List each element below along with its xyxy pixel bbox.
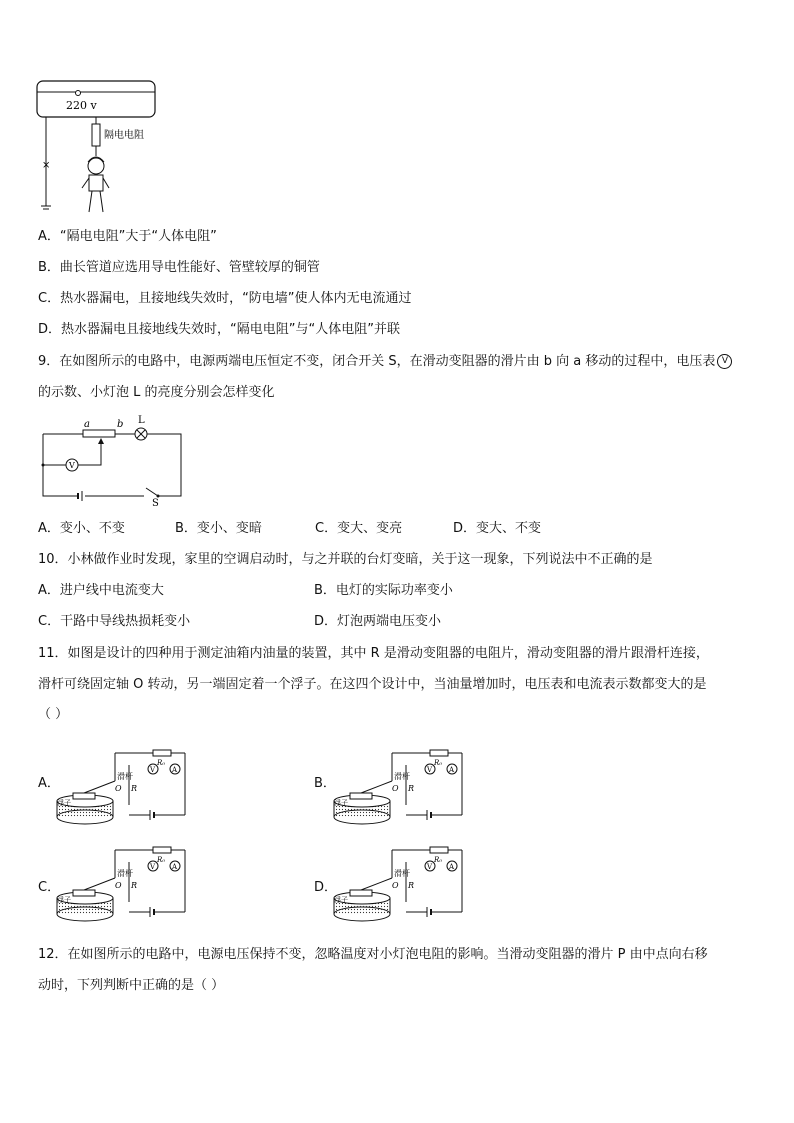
q9-option-c: C．变大、变亮 <box>315 521 403 536</box>
q10-option-b: B．电灯的实际功率变小 <box>314 583 453 598</box>
svg-text:O: O <box>115 881 122 890</box>
q11-stem-line2: 滑杆可绕固定轴 O 转动，另一端固定着一个浮子。在这四个设计中，当油量增加时，电压表和电流表示数都变大的是 <box>38 677 707 692</box>
svg-text:滑杆: 滑杆 <box>117 869 133 878</box>
q8-option-d: D．热水器漏电且接地线失效时，“隔电电阻”与“人体电阻”并联 <box>38 322 400 337</box>
svg-text:浮子: 浮子 <box>57 799 71 807</box>
svg-text:V: V <box>427 766 433 774</box>
voltage-label: 220 v <box>66 99 97 112</box>
q9-stem-line1 <box>38 353 732 371</box>
svg-text:R: R <box>131 881 138 890</box>
svg-text:浮子: 浮子 <box>334 799 348 807</box>
svg-text:A: A <box>449 863 455 871</box>
q10-option-a: A．进户线中电流变大 <box>38 583 164 598</box>
q11-figure-d <box>332 842 472 932</box>
resistor-label: 隔电电阻 <box>104 130 144 141</box>
terminal-a-label: a <box>84 419 90 430</box>
svg-text:R₀: R₀ <box>157 856 166 864</box>
q10-option-d: D．灯泡两端电压变小 <box>314 614 442 629</box>
q12-stem-line1: 12．在如图所示的电路中，电源电压保持不变，忽略温度对小灯泡电阻的影响。当滑动变阻器的滑片 P 由中点向右移 <box>38 947 708 962</box>
terminal-b-label: b <box>117 419 124 430</box>
q11-figure-b <box>332 745 472 835</box>
svg-text:O: O <box>392 881 399 890</box>
svg-text:A: A <box>172 863 178 871</box>
svg-text:滑杆: 滑杆 <box>394 869 410 878</box>
voltmeter-symbol: V <box>717 354 732 369</box>
q9-stem-line2: 的示数、小灯泡 L 的亮度分别会怎样变化 <box>38 385 275 400</box>
svg-text:O: O <box>115 784 122 793</box>
svg-text:R: R <box>408 881 415 890</box>
q10-options-row2 <box>38 613 441 631</box>
voltmeter-label: V <box>69 461 75 470</box>
svg-text:R₀: R₀ <box>434 759 443 767</box>
q11-figure-c <box>55 842 195 932</box>
svg-text:A: A <box>449 766 455 774</box>
svg-text:浮子: 浮子 <box>57 896 71 904</box>
svg-text:O: O <box>392 784 399 793</box>
q9-circuit-figure <box>38 414 188 506</box>
q11-figure-a <box>55 745 195 835</box>
q8-option-a: A．“隔电电阻”大于“人体电阻” <box>38 229 217 244</box>
q11-stem-line1: 11．如图是设计的四种用于测定油箱内油量的装置，其中 R 是滑动变阻器的电阻片，滑动变阻器的滑片跟滑杆连接， <box>38 646 709 661</box>
svg-text:R: R <box>131 784 138 793</box>
svg-text:滑杆: 滑杆 <box>394 772 410 781</box>
svg-text:R₀: R₀ <box>157 759 166 767</box>
svg-text:×: × <box>42 160 51 171</box>
q9-stem-text: 9．在如图所示的电路中，电源两端电压恒定不变，闭合开关 S，在滑动变阻器的滑片由 b 向 a 移动的过程中，电压表 <box>38 354 716 369</box>
q12-stem-line2: 动时，下列判断中正确的是（ ） <box>38 978 225 993</box>
svg-text:浮子: 浮子 <box>334 896 348 904</box>
svg-text:V: V <box>150 863 156 871</box>
q9-option-b: B．变小、变暗 <box>175 521 262 536</box>
switch-label: S <box>152 498 159 506</box>
q9-option-d: D．变大、不变 <box>453 521 542 536</box>
q11-option-b: B． <box>314 776 336 791</box>
q11-option-a: A． <box>38 776 60 791</box>
svg-text:滑杆: 滑杆 <box>117 772 133 781</box>
svg-text:R₀: R₀ <box>434 856 443 864</box>
q11-option-d: D． <box>314 880 338 895</box>
svg-text:V: V <box>150 766 156 774</box>
q10-option-c: C．干路中导线热损耗变小 <box>38 614 191 629</box>
q11-option-c: C． <box>38 880 61 895</box>
q9-options <box>38 520 541 538</box>
q8-option-b: B．曲长管道应选用导电性能好、管壁较厚的铜管 <box>38 260 320 275</box>
q10-options-row1 <box>38 582 453 600</box>
q9-option-a: A．变小、不变 <box>38 521 125 536</box>
lamp-label: L <box>138 415 145 426</box>
svg-text:V: V <box>427 863 433 871</box>
q10-stem: 10．小林做作业时发现，家里的空调启动时，与之并联的台灯变暗，关于这一现象，下列说法中不正确的是 <box>38 552 653 567</box>
q8-figure <box>34 78 164 218</box>
svg-text:R: R <box>408 784 415 793</box>
svg-text:A: A <box>172 766 178 774</box>
q8-option-c: C．热水器漏电，且接地线失效时，“防电墙”使人体内无电流通过 <box>38 291 412 306</box>
q11-stem-line3: （ ） <box>38 707 69 722</box>
